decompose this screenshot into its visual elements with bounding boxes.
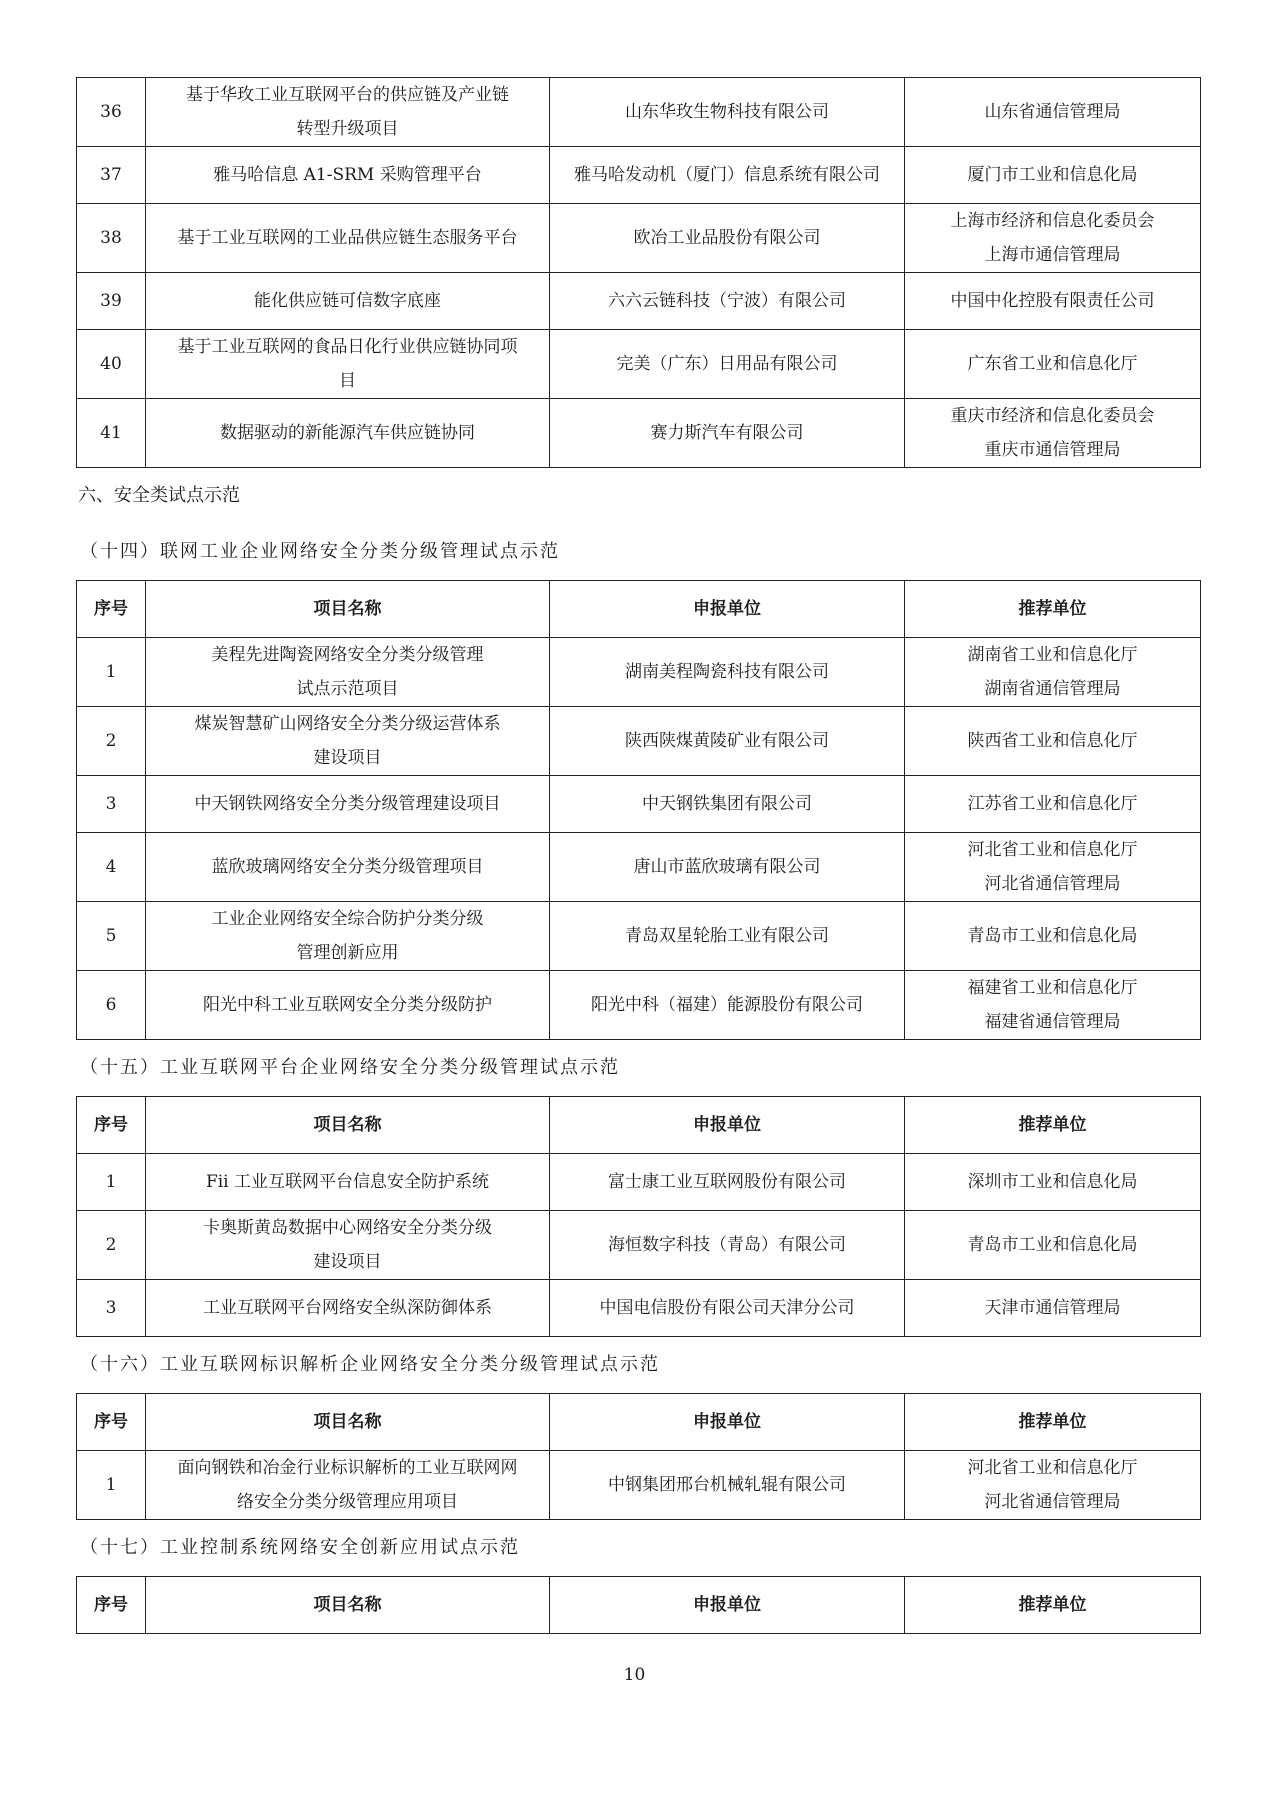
cell-project-name-line: 试点示范项目 xyxy=(296,679,399,699)
cell-applicant-line: 阳光中科（福建）能源股份有限公司 xyxy=(591,995,863,1015)
cell-recommender xyxy=(905,1154,1201,1211)
cell-applicant xyxy=(550,638,905,707)
cell-recommender xyxy=(905,1280,1201,1337)
tables-container xyxy=(76,524,1200,1634)
cell-recommender xyxy=(905,204,1201,273)
cell-recommender-line: 青岛市工业和信息化局 xyxy=(967,1235,1138,1255)
cell-no: 3 xyxy=(77,776,146,833)
cell-applicant-line: 中天钢铁集团有限公司 xyxy=(642,794,812,814)
header-applicant: 申报单位 xyxy=(550,1394,905,1451)
cell-recommender xyxy=(905,147,1201,204)
cell-applicant xyxy=(550,1154,905,1211)
cell-project-name-line: 管理创新应用 xyxy=(296,943,399,963)
cell-project-name-line: 美程先进陶瓷网络安全分类分级管理 xyxy=(211,645,484,665)
cell-applicant-line: 赛力斯汽车有限公司 xyxy=(650,423,804,443)
cell-project-name xyxy=(146,1211,550,1280)
cell-recommender-line: 中国中化控股有限责任公司 xyxy=(950,291,1155,311)
table-row xyxy=(77,1280,1201,1337)
cell-no: 40 xyxy=(77,330,146,399)
header-no: 序号 xyxy=(77,1097,146,1154)
cell-applicant-line: 中钢集团邢台机械轧辊有限公司 xyxy=(608,1475,846,1495)
header-row xyxy=(77,1577,1201,1634)
cell-project-name-line: 雅马哈信息 A1-SRM 采购管理平台 xyxy=(213,165,482,185)
cell-no: 6 xyxy=(77,971,146,1040)
cell-applicant-line: 六六云链科技（宁波）有限公司 xyxy=(608,291,846,311)
project-table xyxy=(76,1576,1201,1634)
cell-applicant xyxy=(550,833,905,902)
table-title: （十四）联网工业企业网络安全分类分级管理试点示范 xyxy=(80,541,560,562)
table-row xyxy=(77,776,1201,833)
cell-recommender-line: 河北省工业和信息化厅 xyxy=(967,1458,1138,1478)
cell-project-name-line: 络安全分类分级管理应用项目 xyxy=(237,1492,458,1512)
cell-project-name-line: 卡奥斯黄岛数据中心网络安全分类分级 xyxy=(203,1218,492,1238)
cell-recommender xyxy=(905,78,1201,147)
cell-no: 5 xyxy=(77,902,146,971)
cell-applicant xyxy=(550,1451,905,1520)
cell-applicant-line: 湖南美程陶瓷科技有限公司 xyxy=(625,662,829,682)
cell-no: 4 xyxy=(77,833,146,902)
header-name: 项目名称 xyxy=(146,1577,550,1634)
table-row xyxy=(77,1211,1201,1280)
cell-project-name xyxy=(146,204,550,273)
cell-project-name-line: 工业互联网平台网络安全纵深防御体系 xyxy=(203,1298,492,1318)
cell-no: 2 xyxy=(77,1211,146,1280)
cell-applicant xyxy=(550,1211,905,1280)
section-title: 六、安全类试点示范 xyxy=(78,485,240,506)
cell-project-name-line: 基于工业互联网的食品日化行业供应链协同项 xyxy=(177,337,518,357)
cell-project-name-line: 蓝欣玻璃网络安全分类分级管理项目 xyxy=(211,857,484,877)
cell-project-name-line: 工业企业网络安全综合防护分类分级 xyxy=(211,909,484,929)
cell-recommender xyxy=(905,971,1201,1040)
table-row xyxy=(77,833,1201,902)
table-row xyxy=(77,1154,1201,1211)
cell-recommender-line: 山东省通信管理局 xyxy=(984,102,1121,122)
cell-recommender-line: 江苏省工业和信息化厅 xyxy=(967,794,1138,814)
cell-recommender xyxy=(905,776,1201,833)
cell-project-name xyxy=(146,273,550,330)
cell-recommender xyxy=(905,1451,1201,1520)
header-recommender: 推荐单位 xyxy=(905,1577,1201,1634)
cell-no: 3 xyxy=(77,1280,146,1337)
cell-no: 37 xyxy=(77,147,146,204)
header-name: 项目名称 xyxy=(146,581,550,638)
header-no: 序号 xyxy=(77,1577,146,1634)
cell-recommender-line: 湖南省通信管理局 xyxy=(984,679,1121,699)
table-row xyxy=(77,78,1201,147)
cell-applicant-line: 雅马哈发动机（厦门）信息系统有限公司 xyxy=(574,165,880,185)
cell-applicant-line: 海恒数字科技（青岛）有限公司 xyxy=(608,1235,846,1255)
table-row xyxy=(77,204,1201,273)
cell-applicant xyxy=(550,204,905,273)
cell-applicant-line: 富士康工业互联网股份有限公司 xyxy=(608,1172,846,1192)
cell-applicant xyxy=(550,1280,905,1337)
cell-project-name xyxy=(146,776,550,833)
cell-applicant xyxy=(550,330,905,399)
header-row xyxy=(77,1394,1201,1451)
cell-recommender-line: 河北省通信管理局 xyxy=(984,874,1121,894)
table-row xyxy=(77,638,1201,707)
cell-project-name xyxy=(146,147,550,204)
cell-project-name-line: 基于工业互联网的工业品供应链生态服务平台 xyxy=(177,228,518,248)
table-title: （十六）工业互联网标识解析企业网络安全分类分级管理试点示范 xyxy=(80,1354,660,1375)
cell-recommender xyxy=(905,399,1201,468)
cell-project-name xyxy=(146,638,550,707)
cell-project-name xyxy=(146,707,550,776)
table-row xyxy=(77,1451,1201,1520)
cell-recommender-line: 上海市通信管理局 xyxy=(984,245,1121,265)
cell-project-name xyxy=(146,902,550,971)
header-name: 项目名称 xyxy=(146,1394,550,1451)
cell-applicant xyxy=(550,399,905,468)
header-row xyxy=(77,1097,1201,1154)
cell-recommender-line: 天津市通信管理局 xyxy=(984,1298,1121,1318)
document-page xyxy=(76,77,1200,1634)
cell-recommender-line: 青岛市工业和信息化局 xyxy=(967,926,1138,946)
cell-applicant xyxy=(550,971,905,1040)
header-name: 项目名称 xyxy=(146,1097,550,1154)
cell-project-name-line: 数据驱动的新能源汽车供应链协同 xyxy=(220,423,475,443)
cell-recommender-line: 上海市经济和信息化委员会 xyxy=(950,211,1155,231)
cell-recommender xyxy=(905,273,1201,330)
header-recommender: 推荐单位 xyxy=(905,581,1201,638)
cell-project-name-line: 目 xyxy=(339,371,356,391)
cell-no: 39 xyxy=(77,273,146,330)
cell-recommender-line: 陕西省工业和信息化厅 xyxy=(967,731,1138,751)
cell-project-name-line: 面向钢铁和冶金行业标识解析的工业互联网网 xyxy=(177,1458,518,1478)
cell-project-name xyxy=(146,1154,550,1211)
cell-project-name xyxy=(146,78,550,147)
cell-project-name xyxy=(146,399,550,468)
cell-no: 41 xyxy=(77,399,146,468)
cell-project-name-line: 能化供应链可信数字底座 xyxy=(254,291,441,311)
cell-applicant xyxy=(550,707,905,776)
cell-applicant-line: 完美（广东）日用品有限公司 xyxy=(616,354,838,374)
cell-applicant-line: 唐山市蓝欣玻璃有限公司 xyxy=(633,857,821,877)
cell-project-name-line: 基于华玫工业互联网平台的供应链及产业链 xyxy=(186,85,509,105)
cell-recommender-line: 福建省工业和信息化厅 xyxy=(967,978,1138,998)
cell-recommender xyxy=(905,833,1201,902)
continued-table xyxy=(76,77,1201,468)
cell-project-name-line: 阳光中科工业互联网安全分类分级防护 xyxy=(203,995,492,1015)
cell-project-name-line: 建设项目 xyxy=(313,748,382,768)
header-applicant: 申报单位 xyxy=(550,581,905,638)
header-recommender: 推荐单位 xyxy=(905,1394,1201,1451)
cell-applicant xyxy=(550,78,905,147)
cell-project-name-line: Fii 工业互联网平台信息安全防护系统 xyxy=(205,1172,490,1192)
header-applicant: 申报单位 xyxy=(550,1577,905,1634)
table-row xyxy=(77,147,1201,204)
cell-recommender-line: 重庆市经济和信息化委员会 xyxy=(950,406,1155,426)
cell-applicant-line: 欧冶工业品股份有限公司 xyxy=(633,228,821,248)
page-number: 10 xyxy=(623,1665,646,1685)
cell-no: 38 xyxy=(77,204,146,273)
table-row xyxy=(77,273,1201,330)
cell-project-name-line: 煤炭智慧矿山网络安全分类分级运营体系 xyxy=(194,714,501,734)
cell-project-name xyxy=(146,1451,550,1520)
cell-recommender xyxy=(905,902,1201,971)
cell-applicant xyxy=(550,273,905,330)
header-no: 序号 xyxy=(77,1394,146,1451)
cell-no: 2 xyxy=(77,707,146,776)
header-no: 序号 xyxy=(77,581,146,638)
cell-applicant-line: 山东华玫生物科技有限公司 xyxy=(625,102,829,122)
cell-recommender xyxy=(905,1211,1201,1280)
cell-recommender-line: 河北省工业和信息化厅 xyxy=(967,840,1138,860)
cell-recommender-line: 深圳市工业和信息化局 xyxy=(967,1172,1138,1192)
cell-applicant xyxy=(550,776,905,833)
table-row xyxy=(77,330,1201,399)
cell-applicant xyxy=(550,902,905,971)
cell-recommender-line: 重庆市通信管理局 xyxy=(984,440,1121,460)
cell-no: 1 xyxy=(77,638,146,707)
cell-project-name-line: 转型升级项目 xyxy=(296,119,399,139)
project-table xyxy=(76,580,1201,1040)
header-row xyxy=(77,581,1201,638)
cell-recommender-line: 福建省通信管理局 xyxy=(984,1012,1121,1032)
cell-applicant-line: 陕西陕煤黄陵矿业有限公司 xyxy=(625,731,829,751)
cell-recommender-line: 厦门市工业和信息化局 xyxy=(967,165,1138,185)
header-applicant: 申报单位 xyxy=(550,1097,905,1154)
header-recommender: 推荐单位 xyxy=(905,1097,1201,1154)
table-title: （十七）工业控制系统网络安全创新应用试点示范 xyxy=(80,1537,520,1558)
cell-no: 1 xyxy=(77,1154,146,1211)
cell-applicant-line: 青岛双星轮胎工业有限公司 xyxy=(625,926,829,946)
cell-no: 36 xyxy=(77,78,146,147)
project-table xyxy=(76,1393,1201,1520)
cell-recommender-line: 湖南省工业和信息化厅 xyxy=(967,645,1138,665)
table-title: （十五）工业互联网平台企业网络安全分类分级管理试点示范 xyxy=(80,1057,620,1078)
cell-project-name-line: 中天钢铁网络安全分类分级管理建设项目 xyxy=(194,794,501,814)
cell-recommender xyxy=(905,707,1201,776)
cell-applicant xyxy=(550,147,905,204)
table-row xyxy=(77,399,1201,468)
cell-project-name xyxy=(146,971,550,1040)
cell-recommender xyxy=(905,330,1201,399)
cell-recommender-line: 广东省工业和信息化厅 xyxy=(967,354,1138,374)
table-row xyxy=(77,707,1201,776)
cell-recommender xyxy=(905,638,1201,707)
table-row xyxy=(77,971,1201,1040)
cell-recommender-line: 河北省通信管理局 xyxy=(984,1492,1121,1512)
cell-project-name xyxy=(146,330,550,399)
table-row xyxy=(77,902,1201,971)
cell-project-name xyxy=(146,1280,550,1337)
project-table xyxy=(76,1096,1201,1337)
cell-applicant-line: 中国电信股份有限公司天津分公司 xyxy=(599,1298,855,1318)
cell-no: 1 xyxy=(77,1451,146,1520)
cell-project-name-line: 建设项目 xyxy=(313,1252,382,1272)
cell-project-name xyxy=(146,833,550,902)
